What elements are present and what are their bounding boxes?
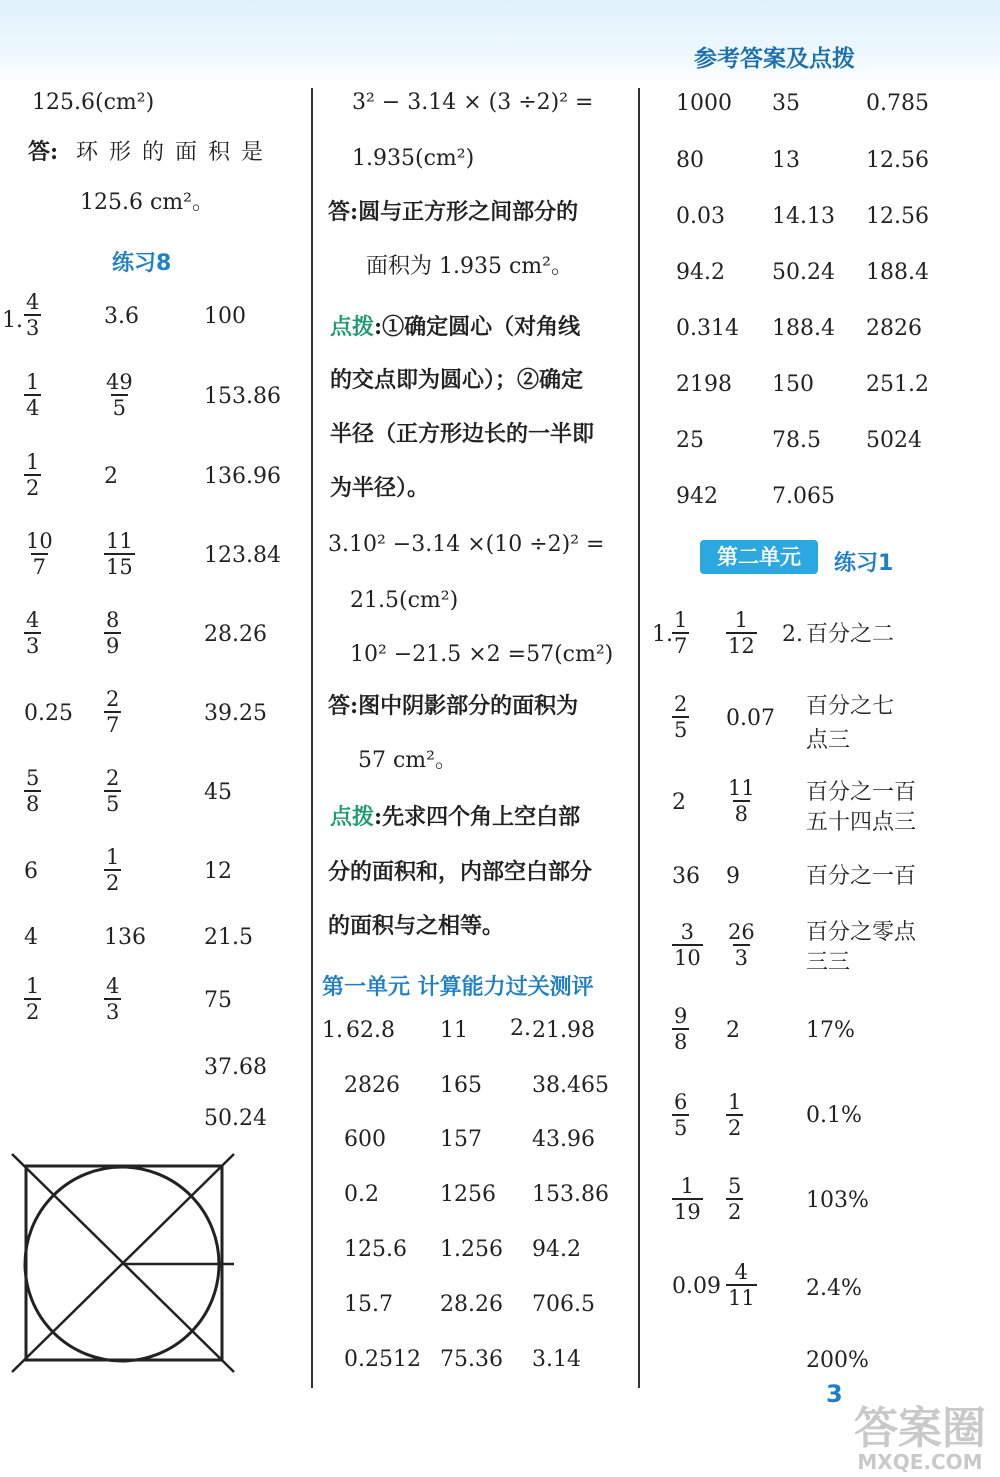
answer-value: 21.98 xyxy=(532,1018,595,1043)
question-number-u2-1: 1. xyxy=(652,622,673,647)
answer-value: 2 xyxy=(726,1018,740,1043)
answer-value: 2 xyxy=(104,464,118,489)
answer-value: 0.2 xyxy=(344,1182,379,1207)
answer-value: 6 xyxy=(24,859,38,884)
fraction-answer: $\frac{11}{15}$ xyxy=(106,529,133,579)
watermark xyxy=(854,1402,986,1474)
answer-value: 94.2 xyxy=(676,260,725,285)
answer-value: 0.314 xyxy=(676,316,739,341)
answer-value: 0.785 xyxy=(866,91,929,116)
page-header xyxy=(0,0,1000,88)
fraction-answer: $\frac{4}{3}$ xyxy=(26,290,40,340)
equation-3a: 3.10² −3.14 ×(10 ÷2)² = xyxy=(328,532,605,557)
answer-value: 75.36 xyxy=(440,1347,503,1372)
answer-value: 50.24 xyxy=(772,260,835,285)
equation-3c: 10² −21.5 ×2 =57(cm²) xyxy=(350,642,614,667)
answer-value: 45 xyxy=(204,780,232,805)
fraction-answer: $\frac{4}{3}$ xyxy=(26,608,40,658)
fraction-answer: $\frac{26}{3}$ xyxy=(728,920,755,970)
square-circle-diagram xyxy=(8,1152,240,1374)
answer-value: 125.6 xyxy=(344,1237,407,1262)
answer-value: 百分之一百 xyxy=(806,780,917,805)
area-result: 125.6(cm²) xyxy=(32,90,155,115)
answer-value: 153.86 xyxy=(532,1182,609,1207)
hint-2 xyxy=(330,806,580,828)
answer-value: 11 xyxy=(440,1018,468,1043)
equation-1a: 3² − 3.14 × (3 ÷2)² = xyxy=(352,90,594,115)
watermark-line1: 答案圈 xyxy=(854,1402,986,1454)
answer-value: 136 xyxy=(104,925,146,950)
hint-1c: 半径（正方形边长的一半即 xyxy=(330,421,595,447)
page-number: 3 xyxy=(826,1380,843,1408)
answer-value: 百分之一百 xyxy=(806,864,917,889)
answer-value: 136.96 xyxy=(204,464,281,489)
question-number-2: 2. xyxy=(510,1016,531,1041)
answer-value: 43.96 xyxy=(532,1127,595,1152)
answer-value: 0.1% xyxy=(806,1103,862,1128)
answer-value: 78.5 xyxy=(772,428,821,453)
header-title: 参考答案及点拨 xyxy=(694,46,855,72)
answer-1b: 面积为 1.935 cm²。 xyxy=(366,254,573,279)
fraction-answer: $\frac{5}{8}$ xyxy=(26,766,40,816)
answer-label: 答: xyxy=(28,139,59,165)
answer-value: 50.24 xyxy=(204,1106,267,1131)
fraction-answer: $\frac{3}{10}$ xyxy=(674,920,701,970)
fraction-answer: $\frac{2}{5}$ xyxy=(674,692,688,742)
fraction-answer: $\frac{9}{8}$ xyxy=(674,1004,688,1054)
answer-value: 7.065 xyxy=(772,484,835,509)
hint-1d: 为半径）。 xyxy=(330,475,430,501)
answer-value: 100 xyxy=(204,304,246,329)
equation-3b: 21.5(cm²) xyxy=(350,588,459,613)
section-title-unit1-test: 第一单元 计算能力过关测评 xyxy=(322,975,594,1000)
fraction-answer: $\frac{8}{9}$ xyxy=(106,608,120,658)
answer-value: 123.84 xyxy=(204,543,281,568)
answer-value: 0.2512 xyxy=(344,1347,421,1372)
fraction-answer: $\frac{6}{5}$ xyxy=(674,1090,688,1140)
fraction-answer: $\frac{1}{2}$ xyxy=(26,450,40,500)
answer-value: 150 xyxy=(772,372,814,397)
answer-value: 1.256 xyxy=(440,1237,503,1262)
answer-value: 188.4 xyxy=(866,260,929,285)
fraction-answer: $\frac{1}{2}$ xyxy=(106,845,120,895)
column-divider-2 xyxy=(638,88,640,1388)
answer-value: 0.25 xyxy=(24,701,73,726)
fraction-answer: $\frac{1}{19}$ xyxy=(674,1174,701,1224)
answer-value: 75 xyxy=(204,988,232,1013)
answer-value: 38.465 xyxy=(532,1073,609,1098)
answer-3b: 57 cm²。 xyxy=(358,748,457,773)
answer-value: 0.03 xyxy=(676,204,725,229)
answer-3: 答:图中阴影部分的面积为 xyxy=(328,693,579,719)
hint-2-text: :先求四个角上空白部 xyxy=(374,804,581,830)
answer-value: 百分之零点 xyxy=(806,920,917,945)
answer-value: 37.68 xyxy=(204,1055,267,1080)
answer-value: 200% xyxy=(806,1348,869,1373)
answer-value: 153.86 xyxy=(204,384,281,409)
unit2-badge: 第二单元 xyxy=(700,540,818,574)
hint-label: 点拨 xyxy=(330,314,375,340)
fraction-answer: $\frac{1}{12}$ xyxy=(728,608,755,658)
answer-value: 4 xyxy=(24,925,38,950)
watermark-line2: MXQE.COM xyxy=(857,1450,983,1474)
fraction-answer: $\frac{1}{2}$ xyxy=(728,1090,742,1140)
answer-value: 2 xyxy=(672,790,686,815)
fraction-answer: $\frac{10}{7}$ xyxy=(26,529,53,579)
answer-1: 答:圆与正方形之间部分的 xyxy=(328,199,579,225)
fraction-answer: $\frac{1}{4}$ xyxy=(26,370,40,420)
answer-value: 600 xyxy=(344,1127,386,1152)
answer-value: 39.25 xyxy=(204,701,267,726)
answer-value: 12.56 xyxy=(866,204,929,229)
answer-value: 2.4% xyxy=(806,1276,862,1301)
answer-value: 125.6 cm²。 xyxy=(80,190,214,215)
fraction-answer: $\frac{1}{2}$ xyxy=(26,974,40,1024)
fraction-answer: $\frac{1}{7}$ xyxy=(674,608,688,658)
answer-value: 17% xyxy=(806,1018,855,1043)
answer-value: 2198 xyxy=(676,372,732,397)
answer-value: 36 xyxy=(672,864,700,889)
answer-value: 百分之七 xyxy=(806,694,895,719)
answer-value: 12.56 xyxy=(866,148,929,173)
fraction-answer: $\frac{4}{3}$ xyxy=(106,974,120,1024)
answer-value: 0.09 xyxy=(672,1274,721,1299)
answer-value: 2826 xyxy=(866,316,922,341)
answer-value: 五十四点三 xyxy=(806,810,917,835)
fraction-answer: $\frac{11}{8}$ xyxy=(728,776,755,826)
answer-value: 15.7 xyxy=(344,1292,393,1317)
answer-value: 点三 xyxy=(806,728,851,753)
answer-value: 3.14 xyxy=(532,1347,581,1372)
hint-2c: 的面积与之相等。 xyxy=(328,913,505,939)
answer-value: 三三 xyxy=(806,950,851,975)
hint-2b: 分的面积和，内部空白部分 xyxy=(328,859,593,885)
answer-value: 28.26 xyxy=(440,1292,503,1317)
answer-value: 28.26 xyxy=(204,622,267,647)
fraction-answer: $\frac{2}{5}$ xyxy=(106,766,120,816)
answer-value: 188.4 xyxy=(772,316,835,341)
answer-value: 3.6 xyxy=(104,304,139,329)
answer-value: 62.8 xyxy=(346,1018,395,1043)
answer-value: 251.2 xyxy=(866,372,929,397)
answer-value: 94.2 xyxy=(532,1237,581,1262)
hint-1b: 的交点即为圆心）；②确定 xyxy=(330,367,584,393)
fraction-answer: $\frac{49}{5}$ xyxy=(106,370,133,420)
answer-value: 百分之二 xyxy=(806,622,895,647)
answer-value: 157 xyxy=(440,1127,482,1152)
fraction-answer: $\frac{4}{11}$ xyxy=(728,1260,755,1310)
column-divider-1 xyxy=(311,88,313,1388)
answer-value: 13 xyxy=(772,148,800,173)
fraction-answer: $\frac{2}{7}$ xyxy=(106,687,120,737)
answer-value: 165 xyxy=(440,1073,482,1098)
question-number-u2-2: 2. xyxy=(782,622,803,647)
answer-value: 12 xyxy=(204,859,232,884)
answer-value: 942 xyxy=(676,484,718,509)
answer-value: 2826 xyxy=(344,1073,400,1098)
question-number: 1. xyxy=(2,308,23,333)
answer-value: 14.13 xyxy=(772,204,835,229)
answer-value: 103% xyxy=(806,1188,869,1213)
answer-value: 21.5 xyxy=(204,925,253,950)
hint-1-text: :①确定圆心（对角线 xyxy=(374,314,581,340)
answer-value: 25 xyxy=(676,428,704,453)
answer-value: 1000 xyxy=(676,91,732,116)
hint-label-2: 点拨 xyxy=(330,804,375,830)
answer-value: 0.07 xyxy=(726,706,775,731)
question-number-1: 1. xyxy=(322,1018,343,1043)
fraction-answer: $\frac{5}{2}$ xyxy=(728,1174,742,1224)
equation-1b: 1.935(cm²) xyxy=(352,146,475,171)
hint-1 xyxy=(330,316,580,338)
answer-value: 706.5 xyxy=(532,1292,595,1317)
answer-value: 35 xyxy=(772,91,800,116)
answer-value: 9 xyxy=(726,864,740,889)
section-title-exercise-1: 练习1 xyxy=(834,551,894,576)
answer-text: 环 形 的 面 积 是 xyxy=(76,140,265,165)
answer-value: 80 xyxy=(676,148,704,173)
section-title-exercise-8: 练习8 xyxy=(112,251,172,276)
answer-value: 5024 xyxy=(866,428,922,453)
answer-value: 1256 xyxy=(440,1182,496,1207)
